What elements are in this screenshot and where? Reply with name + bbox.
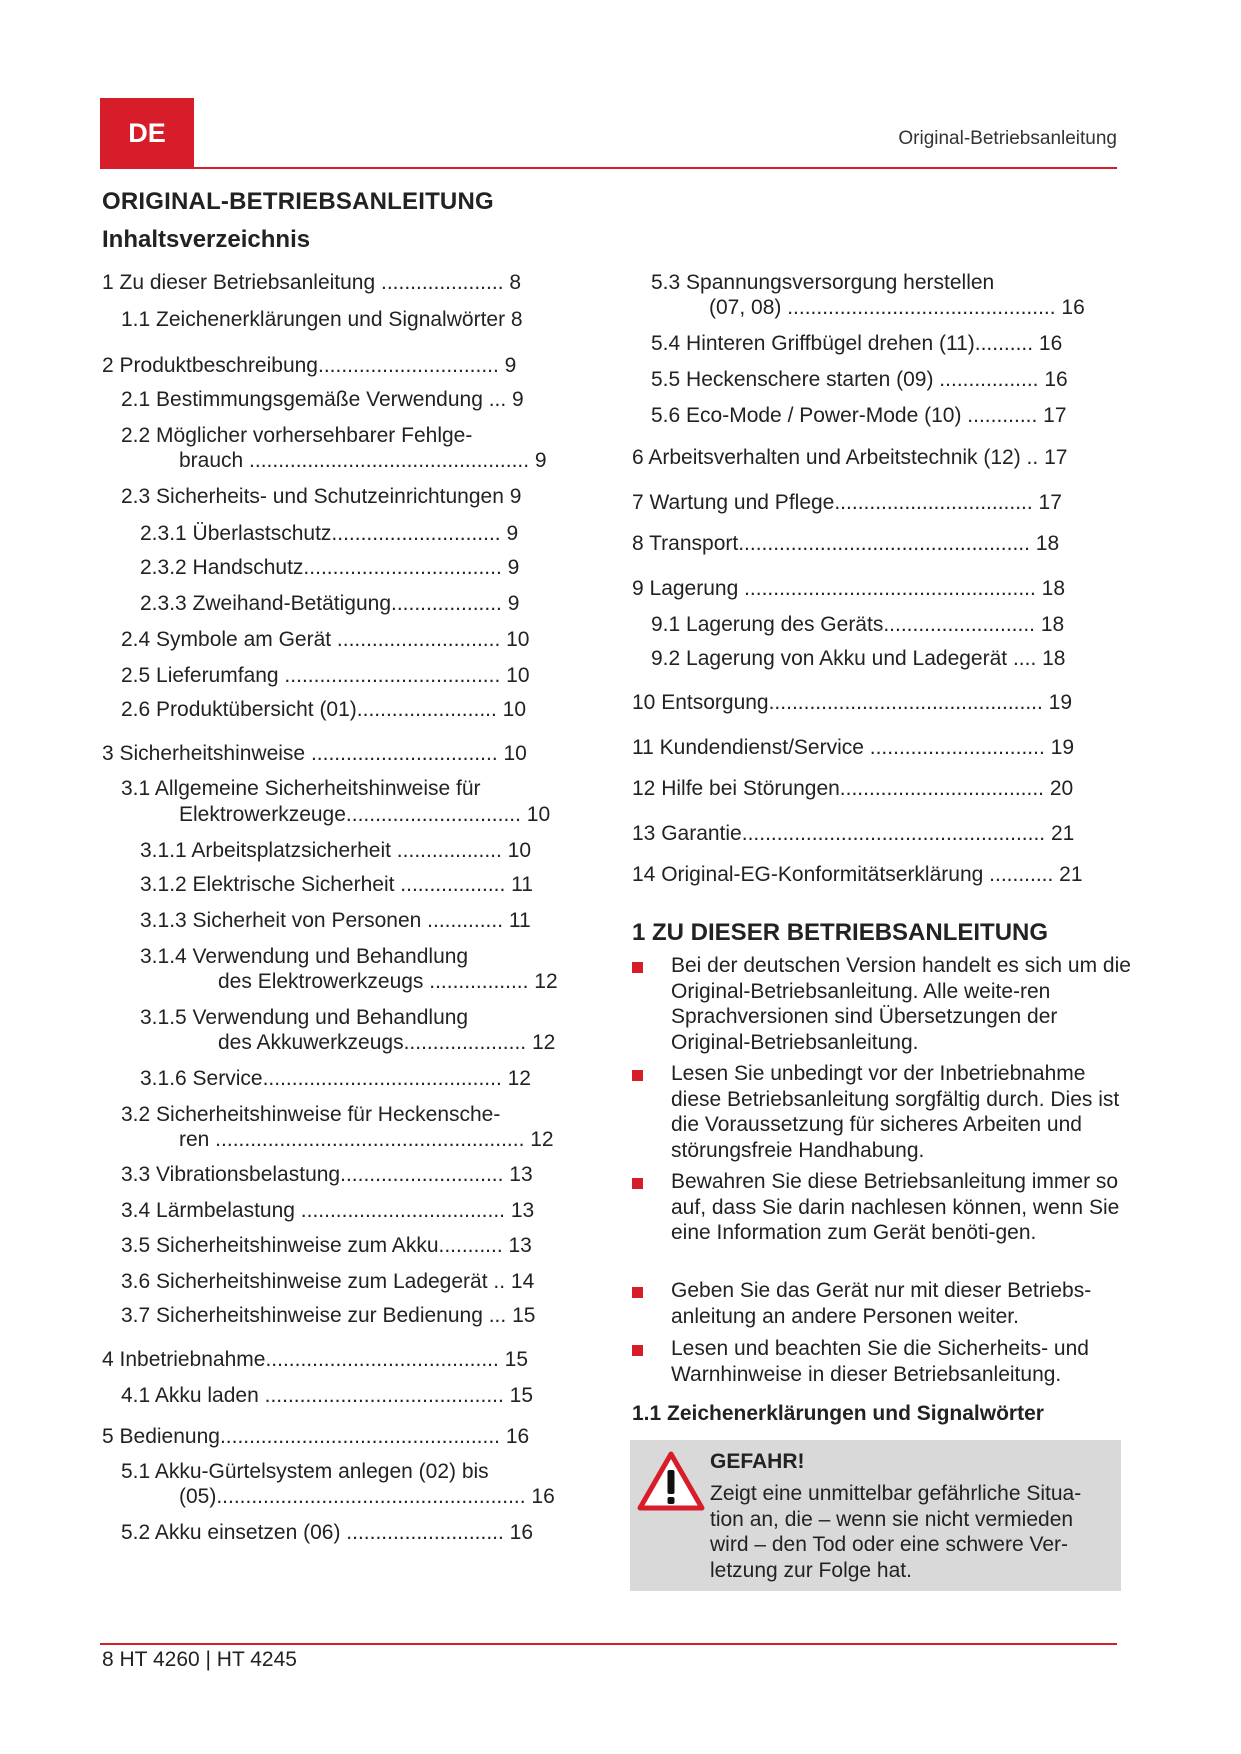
toc-entry[interactable]: 2.1 Bestimmungsgemäße Verwendung ... 9	[121, 388, 524, 411]
toc-entry[interactable]: 5.5 Heckenschere starten (09) ................. 16	[651, 368, 1068, 391]
language-tab: DE	[100, 98, 194, 168]
document-title: ORIGINAL-BETRIEBSANLEITUNG	[102, 188, 494, 215]
toc-entry[interactable]: 4 Inbetriebnahme........................................ 15	[102, 1348, 529, 1371]
toc-entry[interactable]: 3.4 Lärmbelastung ................................... 13	[121, 1199, 535, 1222]
toc-entry[interactable]: 5 Bedienung................................................ 16	[102, 1425, 530, 1448]
toc-entry[interactable]: 3.2 Sicherheitshinweise für Heckensche-	[121, 1103, 501, 1126]
bullet-marker	[632, 1287, 643, 1298]
toc-entry[interactable]: 10 Entsorgung............................................... 19	[632, 691, 1073, 714]
toc-entry[interactable]: 12 Hilfe bei Störungen................................... 20	[632, 777, 1074, 800]
toc-entry[interactable]: 11 Kundendienst/Service .............................. 19	[632, 736, 1074, 759]
toc-entry-continuation[interactable]: Elektrowerkzeuge.............................. 10	[179, 803, 551, 826]
bullet-text: Lesen Sie unbedingt vor der Inbetriebnahme diese Betriebsanleitung sorgfältig durch. Dies ist die Voraussetzung für sicheres Arbeiten und störungsfreie Handhabung.	[671, 1062, 1120, 1162]
toc-entry-continuation[interactable]: des Akkuwerkzeugs..................... 12	[218, 1031, 556, 1054]
toc-entry[interactable]: 2.3.3 Zweihand-Betätigung................... 9	[140, 592, 520, 615]
toc-entry[interactable]: 4.1 Akku laden ......................................... 15	[121, 1384, 534, 1407]
toc-entry-continuation[interactable]: ren ..................................................... 12	[179, 1128, 554, 1151]
footer-divider	[100, 1643, 1117, 1645]
toc-entry[interactable]: 3.3 Vibrationsbelastung............................ 13	[121, 1163, 533, 1186]
toc-entry[interactable]: 3.1.5 Verwendung und Behandlung	[140, 1006, 469, 1029]
toc-entry[interactable]: 7 Wartung und Pflege.................................. 17	[632, 491, 1062, 514]
footer-page-info: 8 HT 4260 | HT 4245	[102, 1648, 297, 1671]
toc-entry[interactable]: 3 Sicherheitshinweise ................................ 10	[102, 742, 527, 765]
toc-entry[interactable]: 3.1.1 Arbeitsplatzsicherheit .................. 10	[140, 839, 532, 862]
danger-notice-box	[630, 1440, 1121, 1591]
toc-entry[interactable]: 8 Transport.................................................. 18	[632, 532, 1060, 555]
toc-entry[interactable]: 2.5 Lieferumfang ..................................... 10	[121, 664, 530, 687]
toc-entry[interactable]: 3.1.6 Service......................................... 12	[140, 1067, 531, 1090]
toc-entry[interactable]: 2.4 Symbole am Gerät ............................ 10	[121, 628, 530, 651]
section-heading: 1 ZU DIESER BETRIEBSANLEITUNG	[632, 919, 1049, 946]
toc-entry[interactable]: 9 Lagerung .................................................. 18	[632, 577, 1066, 600]
toc-entry[interactable]: 14 Original-EG-Konformitätserklärung ........... 21	[632, 863, 1083, 886]
toc-entry[interactable]: 2.3 Sicherheits- und Schutzeinrichtungen 9	[121, 485, 522, 508]
toc-heading: Inhaltsverzeichnis	[102, 226, 311, 253]
bullet-marker	[632, 1178, 643, 1189]
toc-entry[interactable]: 3.6 Sicherheitshinweise zum Ladegerät .. 14	[121, 1270, 535, 1293]
subsection-heading: 1.1 Zeichenerklärungen und Signalwörter	[632, 1402, 1044, 1425]
toc-entry[interactable]: 9.1 Lagerung des Geräts.......................... 18	[651, 613, 1065, 636]
bullet-marker	[632, 1070, 643, 1081]
toc-entry-continuation[interactable]: des Elektrowerkzeugs ................. 12	[218, 970, 558, 993]
bullet-marker	[632, 1345, 643, 1356]
toc-entry[interactable]: 5.1 Akku-Gürtelsystem anlegen (02) bis	[121, 1460, 489, 1483]
toc-entry[interactable]: 3.1.2 Elektrische Sicherheit .................. 11	[140, 873, 533, 896]
warning-triangle-icon	[636, 1450, 706, 1512]
bullet-marker	[632, 962, 643, 973]
toc-entry[interactable]: 2.3.2 Handschutz.................................. 9	[140, 556, 520, 579]
toc-entry[interactable]: 5.4 Hinteren Griffbügel drehen (11).......... 16	[651, 332, 1063, 355]
toc-entry[interactable]: 5.3 Spannungsversorgung herstellen	[651, 271, 995, 294]
toc-entry[interactable]: 2.3.1 Überlastschutz............................. 9	[140, 522, 519, 545]
toc-entry[interactable]: 3.5 Sicherheitshinweise zum Akku........... 13	[121, 1234, 532, 1257]
toc-entry[interactable]: 3.1.4 Verwendung und Behandlung	[140, 945, 469, 968]
danger-title: GEFAHR!	[710, 1450, 805, 1473]
toc-entry[interactable]: 3.7 Sicherheitshinweise zur Bedienung ... 15	[121, 1304, 536, 1327]
toc-entry[interactable]: 1 Zu dieser Betriebsanleitung ..................... 8	[102, 271, 522, 294]
toc-entry[interactable]: 2 Produktbeschreibung............................... 9	[102, 354, 517, 377]
bullet-text: Geben Sie das Gerät nur mit dieser Betriebs-anleitung an andere Personen weiter.	[671, 1279, 1092, 1328]
toc-entry[interactable]: 13 Garantie.................................................... 21	[632, 822, 1075, 845]
toc-entry[interactable]: 3.1 Allgemeine Sicherheitshinweise für	[121, 777, 481, 800]
toc-entry-continuation[interactable]: (07, 08) .............................................. 16	[709, 296, 1085, 319]
toc-entry[interactable]: 6 Arbeitsverhalten und Arbeitstechnik (12) .. 17	[632, 446, 1068, 469]
toc-entry[interactable]: 9.2 Lagerung von Akku und Ladegerät .... 18	[651, 647, 1066, 670]
toc-entry[interactable]: 2.2 Möglicher vorhersehbarer Fehlge-	[121, 424, 473, 447]
header-title: Original-Betriebsanleitung	[898, 128, 1117, 149]
toc-entry[interactable]: 2.6 Produktübersicht (01)........................ 10	[121, 698, 527, 721]
danger-text: Zeigt eine unmittelbar gefährliche Situa-tion an, die – wenn sie nicht vermieden wird – den Tod oder eine schwere Ver-letzung zur Folge hat.	[710, 1482, 1082, 1582]
bullet-text: Bei der deutschen Version handelt es sich um die Original-Betriebsanleitung. Alle weite-ren Sprachversionen sind Übersetzungen der Original-Betriebsanleitung.	[671, 954, 1131, 1054]
toc-entry[interactable]: 5.2 Akku einsetzen (06) ........................... 16	[121, 1521, 534, 1544]
toc-entry[interactable]: 5.6 Eco-Mode / Power-Mode (10) ............ 17	[651, 404, 1067, 427]
header-divider	[100, 167, 1117, 169]
toc-entry[interactable]: 3.1.3 Sicherheit von Personen ............. 11	[140, 909, 531, 932]
bullet-text: Lesen und beachten Sie die Sicherheits- und Warnhinweise in dieser Betriebsanleitung.	[671, 1337, 1089, 1386]
bullet-text: Bewahren Sie diese Betriebsanleitung immer so auf, dass Sie darin nachlesen können, wenn Sie eine Information zum Gerät benöti-gen.	[671, 1170, 1120, 1244]
toc-entry[interactable]: 1.1 Zeichenerklärungen und Signalwörter 8	[121, 308, 523, 331]
toc-entry-continuation[interactable]: brauch ................................................ 9	[179, 449, 547, 472]
toc-entry-continuation[interactable]: (05)..................................................... 16	[179, 1485, 555, 1508]
